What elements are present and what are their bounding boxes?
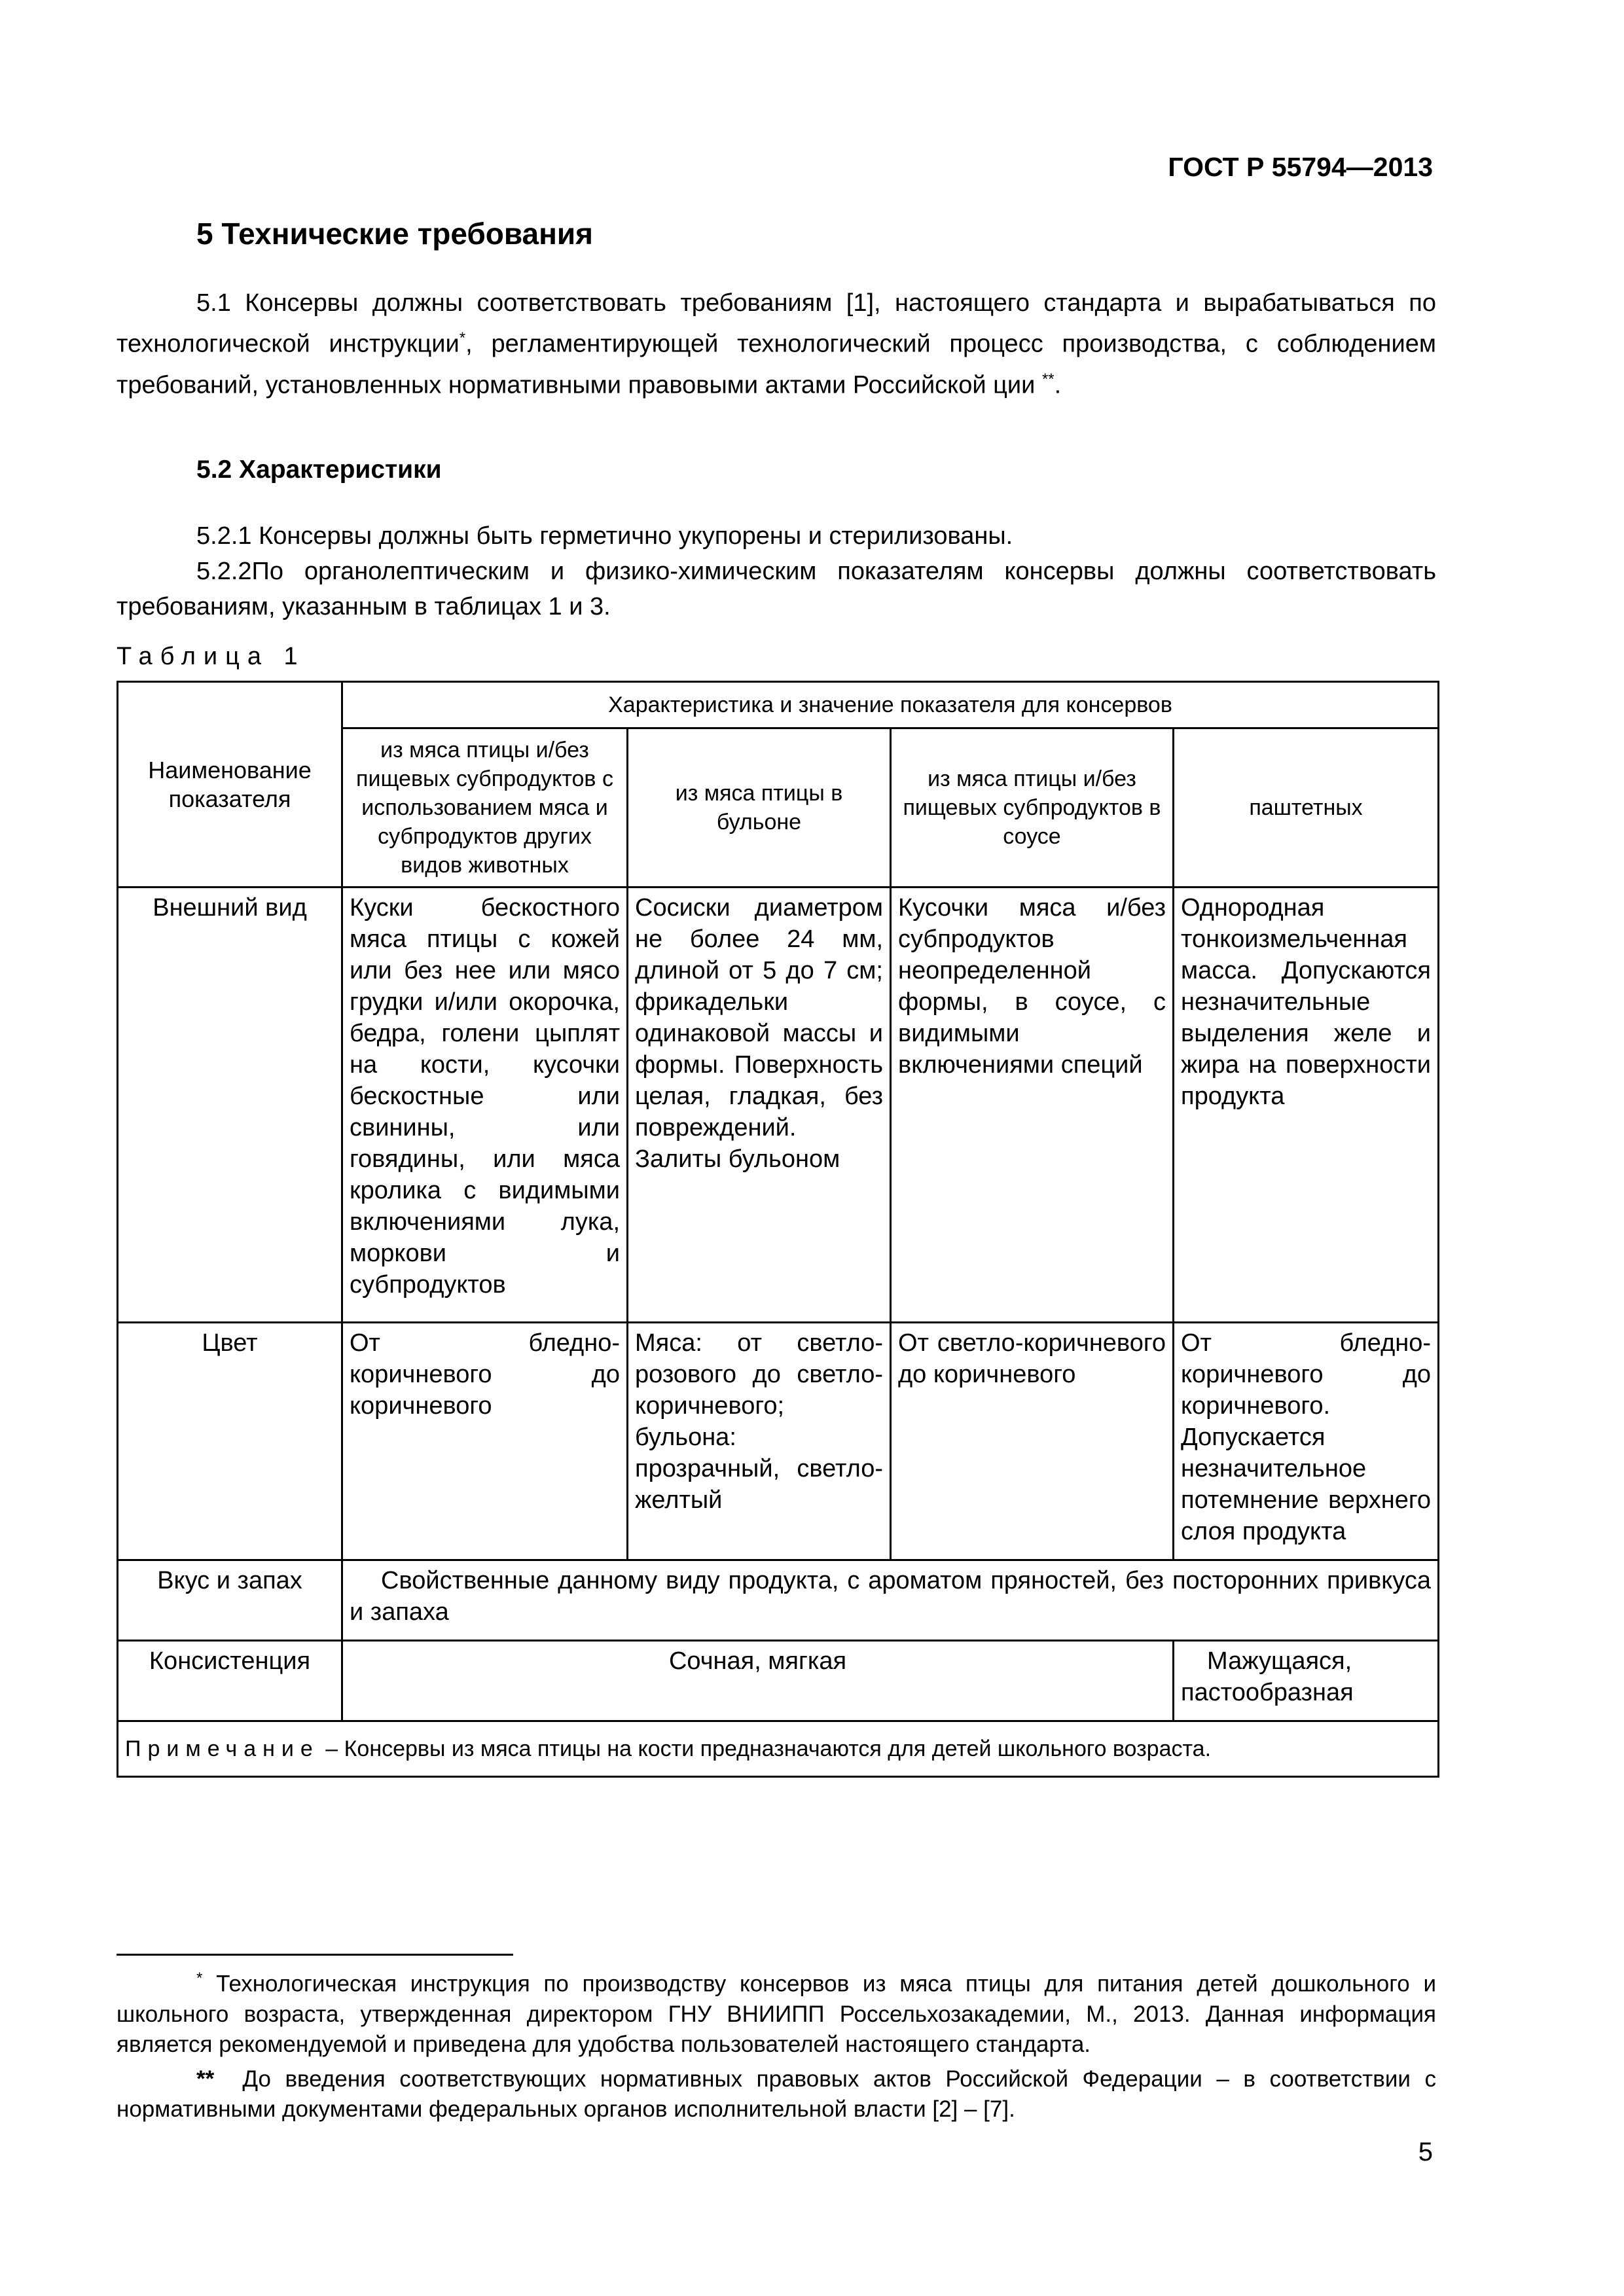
table-caption: Таблица 1 [117, 643, 306, 670]
table-cell: Куски бескостного мяса птицы с кожей или без нее или мясо грудки и/или окорочка, бедра, голени цыплят на кости, кусочки бескостные или свинины, или говядины, или мяса кролика с видимыми включениями лука, моркови и субпродуктов [342, 888, 628, 1323]
header-col-4: паштетных [1174, 728, 1439, 888]
table-cell-merged: Свойственные данному виду продукта, с ароматом пряностей, без посторонних привкуса и запаха [342, 1560, 1439, 1641]
footnote-2-text: До введения соответствующих нормативных правовых актов Российской Федерации – в соответствии с нормативными документами федеральных органов исполнительной власти [2] – [7]. [117, 2066, 1436, 2122]
table-cell-merged: Сочная, мягкая [342, 1641, 1174, 1721]
paragraph-5-1-text-b: , регламентирующей технологический процесс производства, с соблюдением требований, установленных нормативными правовыми актами Российской ции [117, 330, 1436, 399]
table-cell: От бледно-коричневого до коричневого [342, 1323, 628, 1560]
footnote-2-mark: ** [196, 2066, 215, 2092]
note-text: – Консервы из мяса птицы на кости предназначаются для детей школьного возраста. [319, 1736, 1212, 1761]
table-cell: Сосиски диаметром не более 24 мм, длиной от 5 до 7 см; фрикадельки одинаковой массы и формы. Поверхность целая, гладкая, без повреждений. Залиты бульоном [628, 888, 891, 1323]
footnote-separator [117, 1954, 513, 1956]
section-title: 5 Технические требования [196, 217, 593, 251]
table-row [118, 888, 1439, 1323]
document-designation: ГОСТ Р 55794—2013 [1168, 152, 1433, 182]
footnote-1-mark: * [196, 1969, 203, 1987]
footnote-2 [117, 2064, 1436, 2125]
paragraph-5-2-2: 5.2.2По органолептическим и физико-химическим показателям консервы должны соответствовать требованиям, указанным в таблицах 1 и 3. [117, 558, 1436, 620]
row-name: Консистенция [118, 1641, 342, 1721]
table-cell: От светло-коричневого до коричневого [891, 1323, 1174, 1560]
header-col-3: из мяса птицы и/без пищевых субпродуктов в соусе [891, 728, 1174, 888]
table-cell: Однородная тонкоизмельченная масса. Допускаются незначительные выделения желе и жира на поверхности продукта [1174, 888, 1439, 1323]
row-name: Внешний вид [118, 888, 342, 1323]
table-cell: Мажущаяся, пастообразная [1174, 1641, 1439, 1721]
table-note-row [118, 1721, 1439, 1777]
table-row [118, 1641, 1439, 1721]
table-cell: От бледно-коричневого до коричневого. Допускается незначительное потемнение верхнего слоя продукта [1174, 1323, 1439, 1560]
row-name: Цвет [118, 1323, 342, 1560]
paragraph-5-1 [117, 285, 1436, 403]
paragraph-5-1-text-a: 5.1 Консервы должны соответствовать требованиям [1], настоящего стандарта и вырабатываться по технологической инструкции [117, 289, 1436, 358]
paragraph-5-2-1: 5.2.1 Консервы должны быть герметично укупорены и стерилизованы. [196, 522, 1013, 550]
subsection-title: 5.2 Характеристики [196, 456, 442, 484]
paragraph-5-1-text-c: . [1054, 371, 1062, 399]
footnote-1 [117, 1964, 1436, 2060]
table-note [118, 1721, 1439, 1777]
table-header-row [118, 682, 1439, 728]
table-cell: Мяса: от светло-розового до светло-коричневого; бульона: прозрачный, светло-желтый [628, 1323, 891, 1560]
row-name: Вкус и запах [118, 1560, 342, 1641]
table-row [118, 1323, 1439, 1560]
header-group: Характеристика и значение показателя для консервов [342, 682, 1439, 728]
footnote-ref-1: * [459, 329, 466, 347]
footnote-ref-2: ** [1041, 370, 1055, 388]
note-label: Примечание [125, 1736, 319, 1761]
header-col-1: из мяса птицы и/без пищевых субпродуктов с использованием мяса и субпродуктов других видов животных [342, 728, 628, 888]
header-name: Наименование показателя [118, 682, 342, 888]
table-cell: Кусочки мяса и/без субпродуктов неопределенной формы, в соусе, с видимыми включениями специй [891, 888, 1174, 1323]
header-col-2: из мяса птицы в бульоне [628, 728, 891, 888]
table-1 [117, 681, 1439, 1778]
table-row [118, 1560, 1439, 1641]
page-number: 5 [1418, 2138, 1433, 2166]
footnote-1-text: Технологическая инструкция по производству консервов из мяса птицы для питания детей дошкольного и школьного возраста, утвержденная директором ГНУ ВНИИПП Россельхозакадемии, М., 2013. Данная информация является рекомендуемой и приведена для удобства пользователей настоящего стандарта. [117, 1971, 1436, 2057]
